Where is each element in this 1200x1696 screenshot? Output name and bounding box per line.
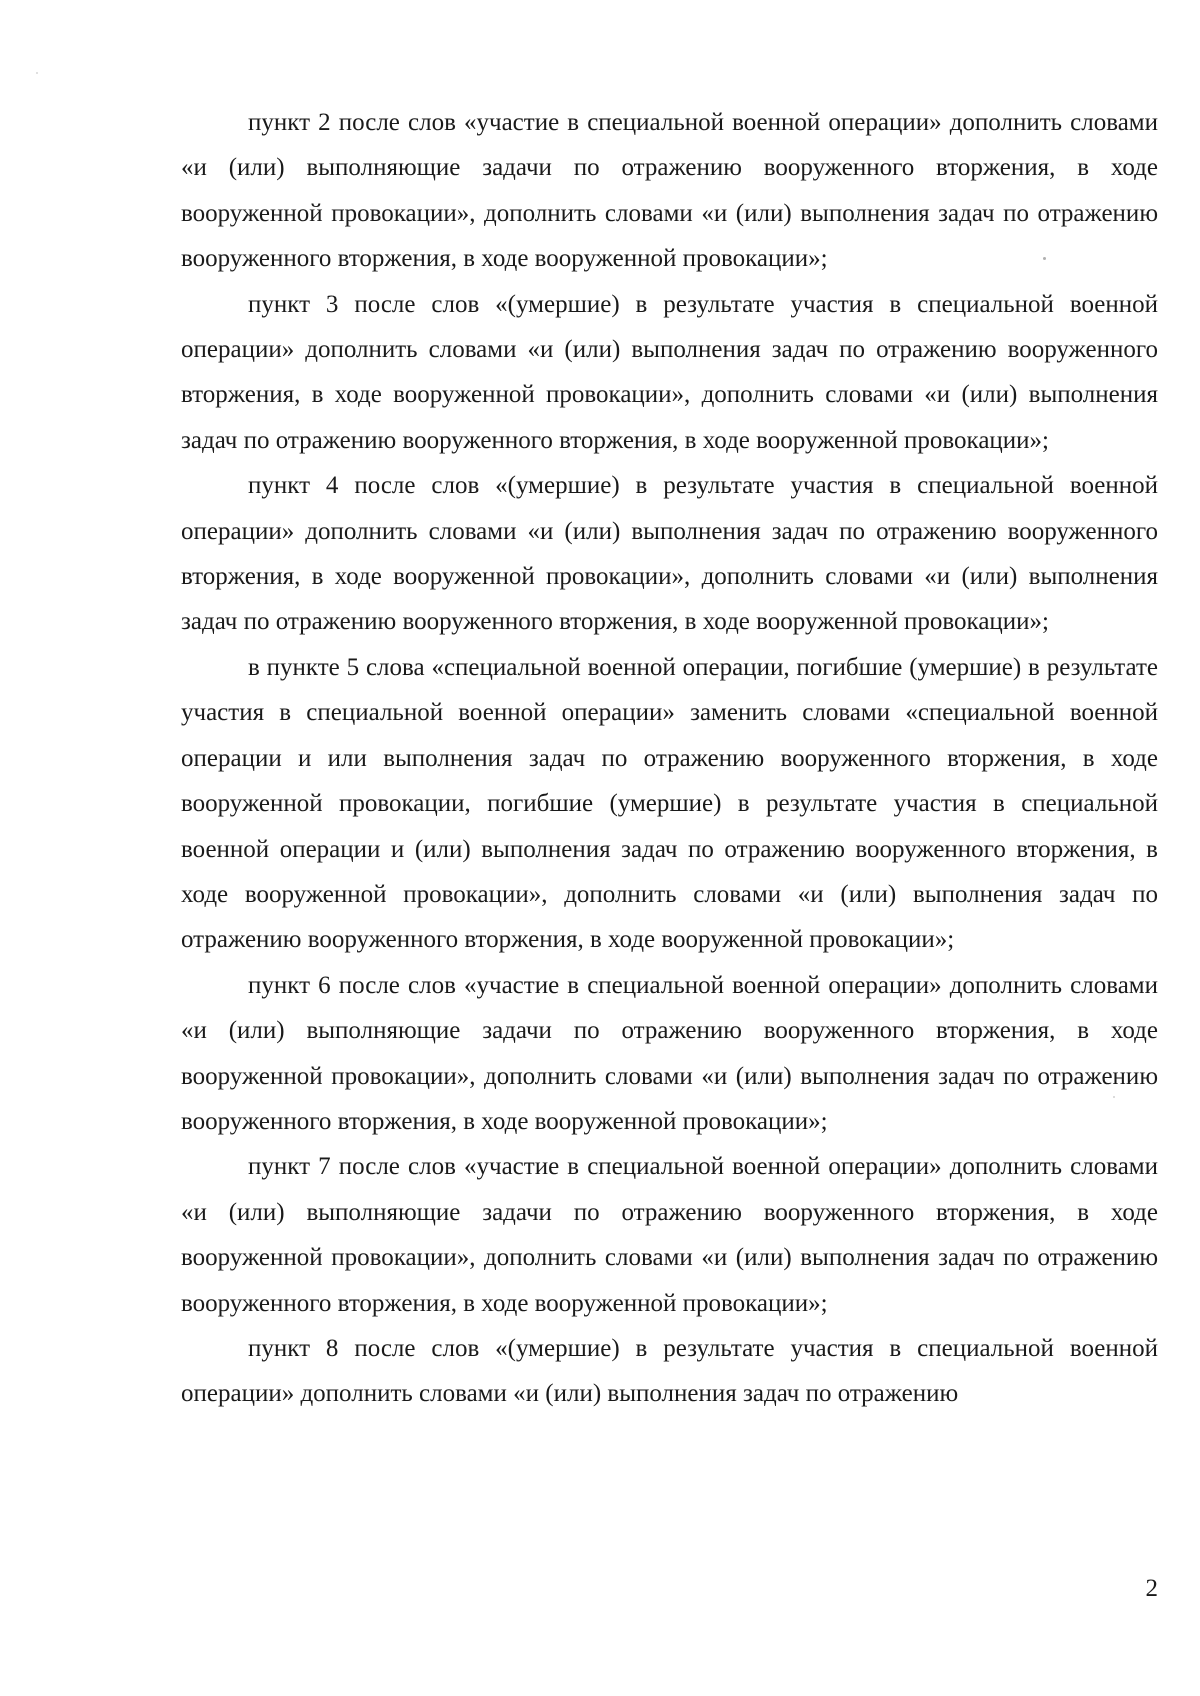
page-number: 2	[1145, 1575, 1158, 1602]
paragraph-item-4: пункт 4 после слов «(умершие) в результате участия в специальной военной операции» дополнить словами «и (или) выполнения задач по отражению вооруженного вторжения, в ходе вооруженной провокации», дополнить словами «и (или) выполнения задач по отражению вооруженного вторжения, в ходе вооруженной провокации»;	[181, 472, 1158, 636]
paragraph-item-5: в пункте 5 слова «специальной военной операции, погибшие (умершие) в результате участия в специальной военной операции» заменить словами «специальной военной операции и или выполнения задач по отражению вооруженного вторжения, в ходе вооруженной провокации, погибшие (умершие) в результате участия в специальной военной операции и (или) выполнения задач по отражению вооруженного вторжения, в ходе вооруженной провокации», дополнить словами «и (или) выполнения задач по отражению вооруженного вторжения, в ходе вооруженной провокации»;	[181, 653, 1158, 954]
scan-speck	[36, 72, 38, 74]
scan-speck	[1113, 1096, 1115, 1098]
paragraph-item-6: пункт 6 после слов «участие в специальной военной операции» дополнить словами «и (или) выполняющие задачи по отражению вооруженного вторжения, в ходе вооруженной провокации», дополнить словами «и (или) выполнения задач по отражению вооруженного вторжения, в ходе вооруженной провокации»;	[181, 971, 1158, 1135]
paragraph-item-8: пункт 8 после слов «(умершие) в результате участия в специальной военной операции» дополнить словами «и (или) выполнения задач по отражению	[181, 1334, 1158, 1408]
paragraph-item-2: пункт 2 после слов «участие в специальной военной операции» дополнить словами «и (или) выполняющие задачи по отражению вооруженного вторжения, в ходе вооруженной провокации», дополнить словами «и (или) выполнения задач по отражению вооруженного вторжения, в ходе вооруженной провокации»;	[181, 109, 1158, 273]
paragraph-item-7: пункт 7 после слов «участие в специальной военной операции» дополнить словами «и (или) выполняющие задачи по отражению вооруженного вторжения, в ходе вооруженной провокации», дополнить словами «и (или) выполнения задач по отражению вооруженного вторжения, в ходе вооруженной провокации»;	[181, 1153, 1158, 1317]
scan-speck	[1043, 257, 1046, 260]
paragraph-item-3: пункт 3 после слов «(умершие) в результате участия в специальной военной операции» дополнить словами «и (или) выполнения задач по отражению вооруженного вторжения, в ходе вооруженной провокации», дополнить словами «и (или) выполнения задач по отражению вооруженного вторжения, в ходе вооруженной провокации»;	[181, 290, 1158, 454]
document-body	[181, 100, 1158, 1417]
